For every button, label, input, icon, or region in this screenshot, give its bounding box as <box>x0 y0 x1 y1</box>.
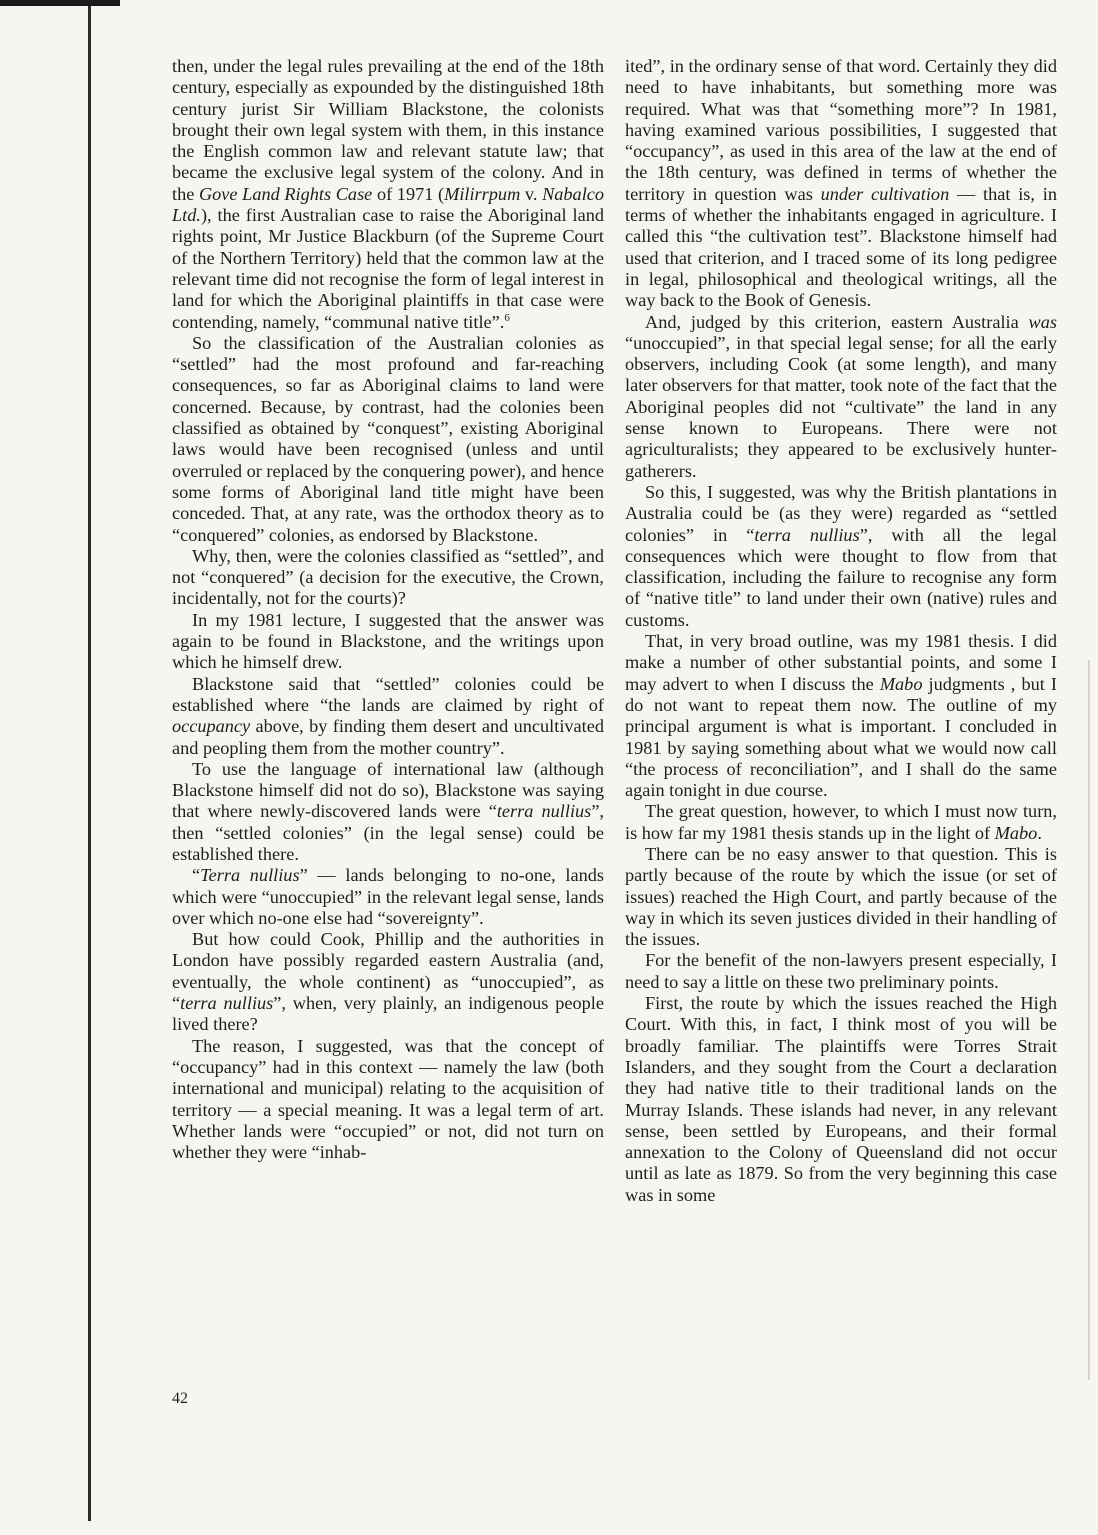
footnote-marker: 6 <box>504 311 510 324</box>
page-edge-shadow <box>1088 660 1090 1380</box>
paragraph: In my 1981 lecture, I suggested that the answer was again to be found in Blackstone, and the writings upon which he himself drew. <box>172 609 604 673</box>
right-column <box>625 56 1057 1206</box>
binding-edge-line <box>88 6 91 1521</box>
paragraph: The reason, I suggested, was that the concept of “occupancy” had in this context — namely the law (both international and municipal) relating to the acquisition of territory — a special meaning. It was a legal term of art. Whether lands were “occupied” or not, did not turn on whether they were “inhab- <box>172 1035 604 1163</box>
paragraph: And, judged by this criterion, eastern Australia was “unoccupied”, in that special legal sense; for all the early observers, including Cook (at some length), and many later observers for that matter, took note of the fact that the Aboriginal peoples did not “cultivate” the land in any sense known to Europeans. There were not agriculturalists; they appeared to be exclusively hunter-gatherers. <box>625 311 1057 481</box>
binding-mark <box>0 0 120 6</box>
paragraph: ited”, in the ordinary sense of that word. Certainly they did need to have inhabitants, but something more was required. What was that “something more”? In 1981, having examined various possibilities, I suggested that “occupancy”, as used in this area of the law at the end of the 18th century, was defined in terms of whether the territory in question was under cultivation — that is, in terms of whether the inhabitants engaged in agriculture. I called this “the cultivation test”. Blackstone himself had used that criterion, and I traced some of its long pedigree in legal, philosophical and theological writings, all the way back to the Book of Genesis. <box>625 56 1057 311</box>
paragraph: So this, I suggested, was why the British plantations in Australia could be (as they were) regarded as “settled colonies” in “terra nullius”, with all the legal consequences which were thought to flow from that classification, including the failure to recognise any form of “native title” to land under their own (native) rules and customs. <box>625 481 1057 630</box>
paragraph: There can be no easy answer to that question. This is partly because of the route by which the issue (or set of issues) reached the High Court, and partly because of the way in which its seven justices divided in their handling of the issues. <box>625 843 1057 950</box>
paragraph: For the benefit of the non-lawyers present especially, I need to say a little on these two preliminary points. <box>625 950 1057 992</box>
paragraph: But how could Cook, Phillip and the authorities in London have possibly regarded eastern Australia (and, eventually, the whole continent) as “unoccupied”, as “terra nullius”, when, very plainly, an indigenous people lived there? <box>172 929 604 1035</box>
paragraph: So the classification of the Australian colonies as “settled” had the most profound and far-reaching consequences, so far as Aboriginal claims to land were concerned. Because, by contrast, had the colonies been classified as obtained by “conquest”, existing Aboriginal laws would have been recognised (unless and until overruled or replaced by the conquering power), and hence some forms of Aboriginal land title might have been conceded. That, at any rate, was the orthodox theory as to “conquered” colonies, as endorsed by Blackstone. <box>172 332 604 545</box>
paragraph: The great question, however, to which I must now turn, is how far my 1981 thesis stands up in the light of Mabo. <box>625 801 1057 843</box>
paragraph: “Terra nullius” — lands belonging to no-one, lands which were “unoccupied” in the relevant legal sense, lands over which no-one else had “sovereignty”. <box>172 865 604 928</box>
paragraph: Why, then, were the colonies classified as “settled”, and not “conquered” (a decision for the executive, the Crown, incidentally, not for the courts)? <box>172 545 604 609</box>
page-number: 42 <box>172 1390 188 1407</box>
paragraph: To use the language of international law (although Blackstone himself did not do so), Blackstone was saying that where newly-discovered lands were “terra nullius”, then “settled colonies” (in the legal sense) could be established there. <box>172 758 604 864</box>
paragraph: Blackstone said that “settled” colonies could be established where “the lands are claimed by right of occupancy above, by finding them desert and uncultivated and peopling them from the mother country”. <box>172 673 604 758</box>
paragraph: That, in very broad outline, was my 1981 thesis. I did make a number of other substantial points, and some I may advert to when I discuss the Mabo judgments , but I do not want to repeat them now. The outline of my principal argument is what is important. I concluded in 1981 by saying something about what we would now call “the process of reconciliation”, and I shall do the same again tonight in due course. <box>625 631 1057 801</box>
paragraph: then, under the legal rules prevailing at the end of the 18th century, especially as expounded by the distinguished 18th century jurist Sir William Blackstone, the colonists brought their own legal system with them, in this instance the English common law and relevant statute law; that became the exclusive legal system of the colony. And in the Gove Land Rights Case of 1971 (Milirrpum v. Nabalco Ltd.), the first Australian case to raise the Aboriginal land rights point, Mr Justice Blackburn (of the Supreme Court of the Northern Territory) held that the common law at the relevant time did not recognise the form of legal interest in land for which the Aboriginal plaintiffs in that case were contending, namely, “communal native title”.$^6$ <box>172 56 605 332</box>
paragraph: First, the route by which the issues reached the High Court. With this, in fact, I think most of you will be broadly familiar. The plaintiffs were Torres Strait Islanders, and they sought from the Court a declaration they had native title to their traditional lands on the Murray Islands. These islands had never, in any relevant sense, been settled by Europeans, and their formal annexation to the Colony of Queensland did not occur until as late as 1879. So from the very beginning this case was in some <box>625 993 1057 1205</box>
left-column <box>172 56 604 1163</box>
